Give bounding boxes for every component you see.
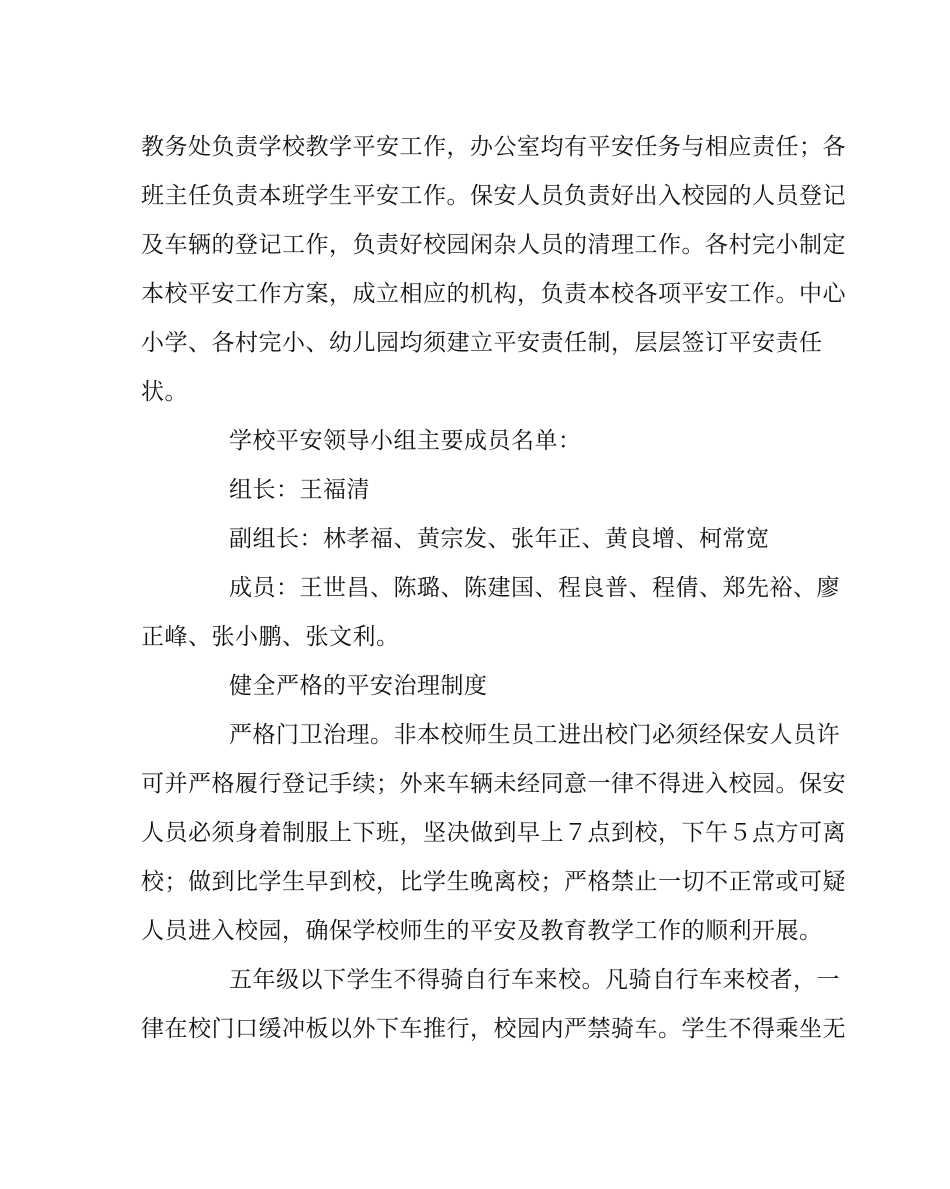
text-line-3: 及车辆的登记工作，负责好校园闲杂人员的清理工作。各村完小制定 <box>141 232 846 258</box>
text-line-1: 教务处负责学校教学平安工作，办公室均有平安任务与相应责任；各 <box>141 134 846 160</box>
leader-line: 组长：王福清 <box>229 477 370 503</box>
text-line-14: 可并严格履行登记手续；外来车辆未经同意一律不得进入校园。保安 <box>141 771 846 797</box>
text-line-4: 本校平安工作方案，成立相应的机构，负责本校各项平安工作。中心 <box>141 281 846 307</box>
text-line-18: 五年级以下学生不得骑自行车来校。凡骑自行车来校者，一 <box>229 967 840 993</box>
text-line-15: 人员必须身着制服上下班，坚决做到早上７点到校，下午５点方可离 <box>141 820 846 846</box>
text-line-19: 律在校门口缓冲板以外下车推行，校园内严禁骑车。学生不得乘坐无 <box>141 1016 846 1042</box>
members-line: 成员：王世昌、陈璐、陈建国、程良普、程倩、郑先裕、廖 <box>229 575 840 601</box>
text-line-5: 小学、各村完小、幼儿园均须建立平安责任制，层层签订平安责任 <box>141 330 823 356</box>
text-line-6: 状。 <box>141 379 188 405</box>
text-line-13: 严格门卫治理。非本校师生员工进出校门必须经保安人员许 <box>229 722 840 748</box>
text-line-16: 校；做到比学生早到校，比学生晚离校；严格禁止一切不正常或可疑 <box>141 869 846 895</box>
members-line-cont: 正峰、张小鹏、张文利。 <box>141 624 400 650</box>
vice-leader-line: 副组长：林孝福、黄宗发、张年正、黄良增、柯常宽 <box>229 526 770 552</box>
section-heading: 健全严格的平安治理制度 <box>229 673 488 699</box>
text-line-17: 人员进入校园，确保学校师生的平安及教育教学工作的顺利开展。 <box>141 918 823 944</box>
text-line-2: 班主任负责本班学生平安工作。保安人员负责好出入校园的人员登记 <box>141 183 846 209</box>
members-heading: 学校平安领导小组主要成员名单： <box>229 428 582 454</box>
